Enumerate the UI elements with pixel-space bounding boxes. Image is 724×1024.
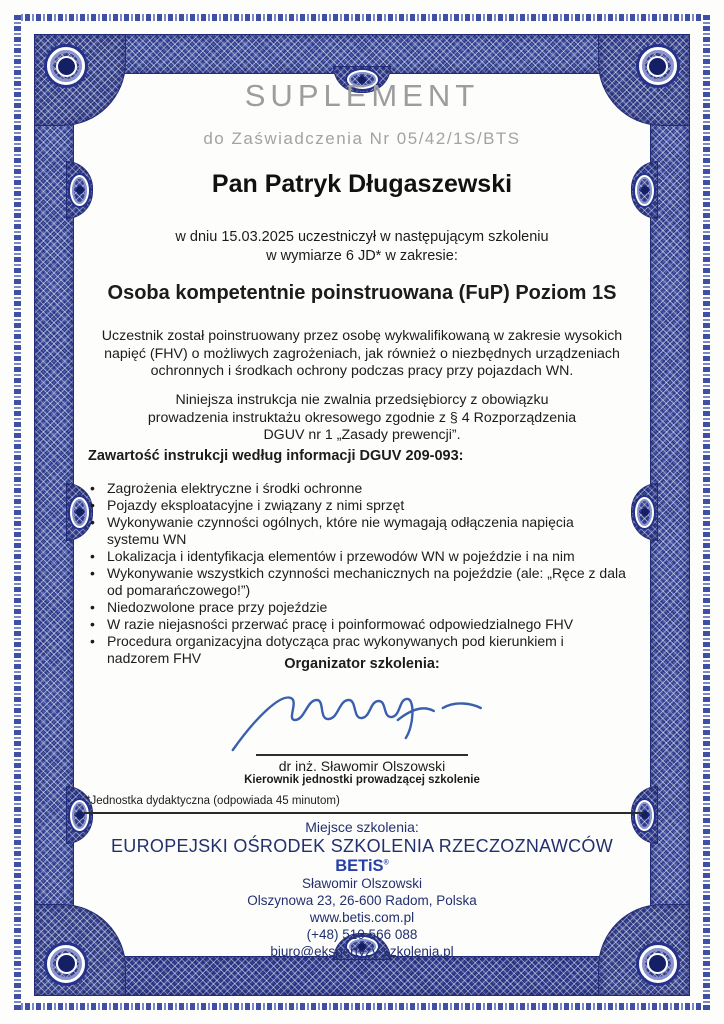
corner-dot-icon <box>647 56 668 77</box>
bullet-text: Niedozwolone prace przy pojeździe <box>107 599 328 615</box>
bullet-list <box>88 480 628 667</box>
contact-website: www.betis.com.pl <box>309 910 415 925</box>
brand-name <box>80 857 644 876</box>
intro-line-1: w dniu 15.03.2025 uczestniczył w następującym szkoleniu <box>175 229 549 245</box>
signature-scribble <box>227 668 487 758</box>
crest-ring-icon <box>635 497 654 528</box>
corner-dot-icon <box>56 56 77 77</box>
instruction-paragraph: Uczestnik został poinstruowany przez osobę wykwalifikowaną w zakresie wysokich napięć (FHV) o możliwych zagrożeniach, jak również o niezbędnych urządzeniach ochronnych i środkach ochrony podczas pracy przy pojazdach WN. <box>101 328 623 379</box>
signature-icon <box>227 668 487 758</box>
crest-dot-icon <box>641 508 649 516</box>
crest-dot-icon <box>76 508 84 516</box>
bullet-text: Pojazdy eksploatacyjne i związany z nimi sprzęt <box>107 497 405 513</box>
border-crest-icon <box>631 483 658 541</box>
disclaimer-paragraph <box>80 392 644 445</box>
venue-name: EUROPEJSKI OŚRODEK SZKOLENIA RZECZOZNAWCÓW <box>111 836 613 856</box>
intro-text <box>80 228 644 266</box>
bullet-item <box>88 480 628 497</box>
intro-line-2: w wymiarze 6 JD* w zakresie: <box>266 248 458 264</box>
contact-email: biuro@ekspertyzy-szkolenia.pl <box>270 944 454 959</box>
footnote: *Jednostka dydaktyczna (odpowiada 45 minutom) <box>86 795 340 807</box>
disclaimer-text: Niniejsza instrukcja nie zwalnia przedsiębiorcy z obowiązku prowadzenia instruktażu okresowego zgodnie z § 4 Rozporządzenia DGUV nr 1 „Zasady prewencji”. <box>147 392 577 443</box>
course-title: Osoba kompetentnie poinstruowana (FuP) Poziom 1S <box>107 282 617 304</box>
outer-border-bottom <box>14 1003 710 1010</box>
bullet-item <box>88 548 628 565</box>
venue-heading: Miejsce szkolenia: <box>305 819 419 835</box>
certificate-subtitle: do Zaświadczenia Nr 05/42/1S/BTS <box>203 129 521 148</box>
bullet-text: Wykonywanie wszystkich czynności mechanicznych na pojeździe (ale: „Ręce z dala od pomarańczowego!”) <box>107 565 626 598</box>
signer-role: Kierownik jednostki prowadzącej szkolenie <box>244 774 480 786</box>
organizer-heading: Organizator szkolenia: <box>284 656 440 672</box>
corner-dot-icon <box>647 953 668 974</box>
contents-heading: Zawartość instrukcji według informacji DGUV 209-093: <box>88 448 464 464</box>
bullet-text: Lokalizacja i identyfikacja elementów i przewodów WN w pojeździe i na nim <box>107 548 575 564</box>
signer-name: dr inż. Sławomir Olszowski <box>278 758 446 774</box>
bullet-item <box>88 514 628 548</box>
bullet-text: Procedura organizacyjna dotycząca prac wykonywanych pod kierunkiem i nadzorem FHV <box>107 633 564 666</box>
contact-address: Olszynowa 23, 26-600 Radom, Polska <box>247 893 477 908</box>
bullet-text: Zagrożenia elektryczne i środki ochronne <box>107 480 363 496</box>
corner-dot-icon <box>56 953 77 974</box>
bullet-text: W razie niejasności przerwać pracę i poinformować odpowiedzialnego FHV <box>107 616 574 632</box>
bullet-item <box>88 497 628 514</box>
divider-rule <box>84 812 644 814</box>
bullet-item <box>88 565 628 599</box>
brand-mark: ® <box>383 859 389 867</box>
bullet-text: Wykonywanie czynności ogólnych, które nie wymagają odłączenia napięcia systemu WN <box>107 514 574 547</box>
contact-person: Sławomir Olszowski <box>301 876 423 891</box>
signature-line <box>256 754 468 756</box>
crest-ring-icon <box>70 497 89 528</box>
outer-border-top <box>14 14 710 21</box>
guilloche-band-bottom <box>34 956 690 996</box>
bullet-item <box>88 616 628 633</box>
contact-phone: (+48) 510 566 088 <box>306 927 418 942</box>
bullet-item <box>88 599 628 616</box>
crest-dot-icon <box>76 811 84 819</box>
outer-border-left <box>14 14 21 1010</box>
recipient-name: Pan Patryk Długaszewski <box>211 170 513 198</box>
outer-border-right <box>703 14 710 1010</box>
brand-text: BETiS <box>335 857 384 875</box>
certificate-title: SUPLEMENT <box>244 78 480 113</box>
